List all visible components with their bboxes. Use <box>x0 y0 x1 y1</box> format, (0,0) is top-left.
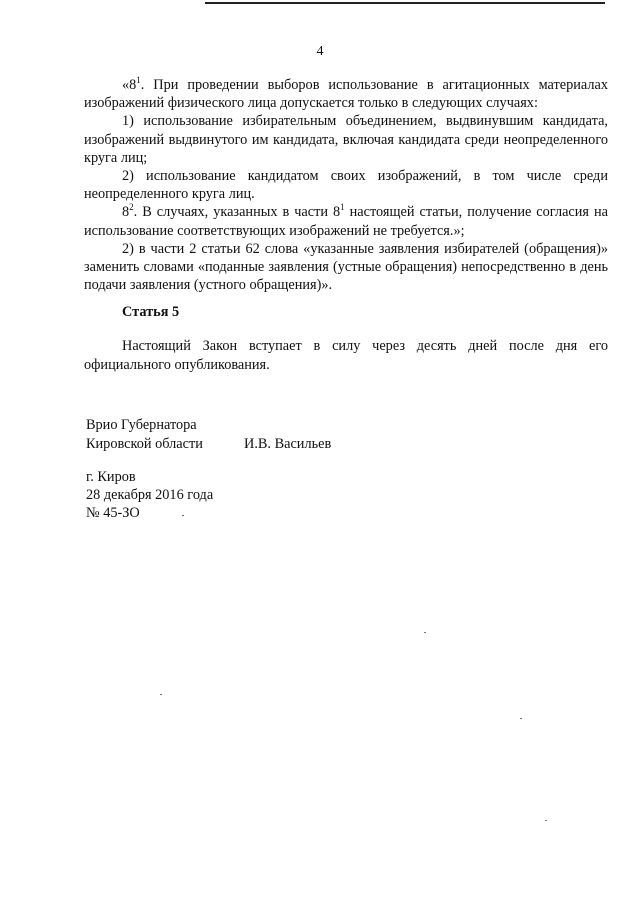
paragraph-8-1-prefix: «8 <box>122 77 137 93</box>
scan-speck <box>520 718 522 719</box>
paragraph-8-2 <box>84 203 608 239</box>
superscript: 1 <box>136 75 141 85</box>
top-border-line <box>205 2 605 4</box>
paragraph-item-1: 1) использование избирательным объединением, выдвинувшим кандидата, изображений выдвинутого им кандидата, включая кандидата среди неопределенного круга лиц; <box>84 113 608 166</box>
scan-speck <box>545 820 547 821</box>
paragraph-8-2-prefix: 8 <box>122 204 130 221</box>
document-number: № 45-ЗО <box>86 505 140 521</box>
paragraph-8-1-text: . При проведении выборов использование в агитационных материалах изображений физического лица допускается только в следующих случаях: <box>84 77 608 112</box>
paragraph-8-1 <box>84 76 608 112</box>
scan-speck <box>160 694 162 695</box>
superscript: 2 <box>129 202 134 213</box>
article-heading: Статья 5 <box>122 304 180 320</box>
signatory-name: И.В. Васильев <box>244 436 332 452</box>
city: г. Киров <box>86 469 136 485</box>
superscript: 1 <box>340 202 345 213</box>
paragraph-8-2-text-end: настоящей статьи, получение согласия на использование соответствующих изображений не требуется.»; <box>84 204 608 239</box>
amendment-text <box>84 76 608 294</box>
date: 28 декабря 2016 года <box>86 487 214 503</box>
scan-speck <box>424 632 426 633</box>
page-number: 4 <box>316 44 324 59</box>
article-body <box>84 337 608 375</box>
signature-block <box>86 416 331 454</box>
signatory-title: Врио Губернатора <box>86 417 197 433</box>
paragraph-item-2: 2) использование кандидатом своих изображений, в том числе среди неопределенного круга лиц. <box>84 168 608 203</box>
place-date-block <box>86 468 213 522</box>
scan-speck <box>182 515 184 516</box>
signatory-row <box>86 435 331 454</box>
article-paragraph: Настоящий Закон вступает в силу через десять дней после дня его официального опубликования. <box>84 338 608 373</box>
signatory-region: Кировской области <box>86 436 203 452</box>
paragraph-amendment-2: 2) в части 2 статьи 62 слова «указанные заявления избирателей (обращения)» заменить словами «поданные заявления (устные обращения) непосредственно в день подачи заявления (устного обращения)». <box>84 240 608 294</box>
paragraph-8-2-text: . В случаях, указанных в части 8 <box>133 204 341 221</box>
